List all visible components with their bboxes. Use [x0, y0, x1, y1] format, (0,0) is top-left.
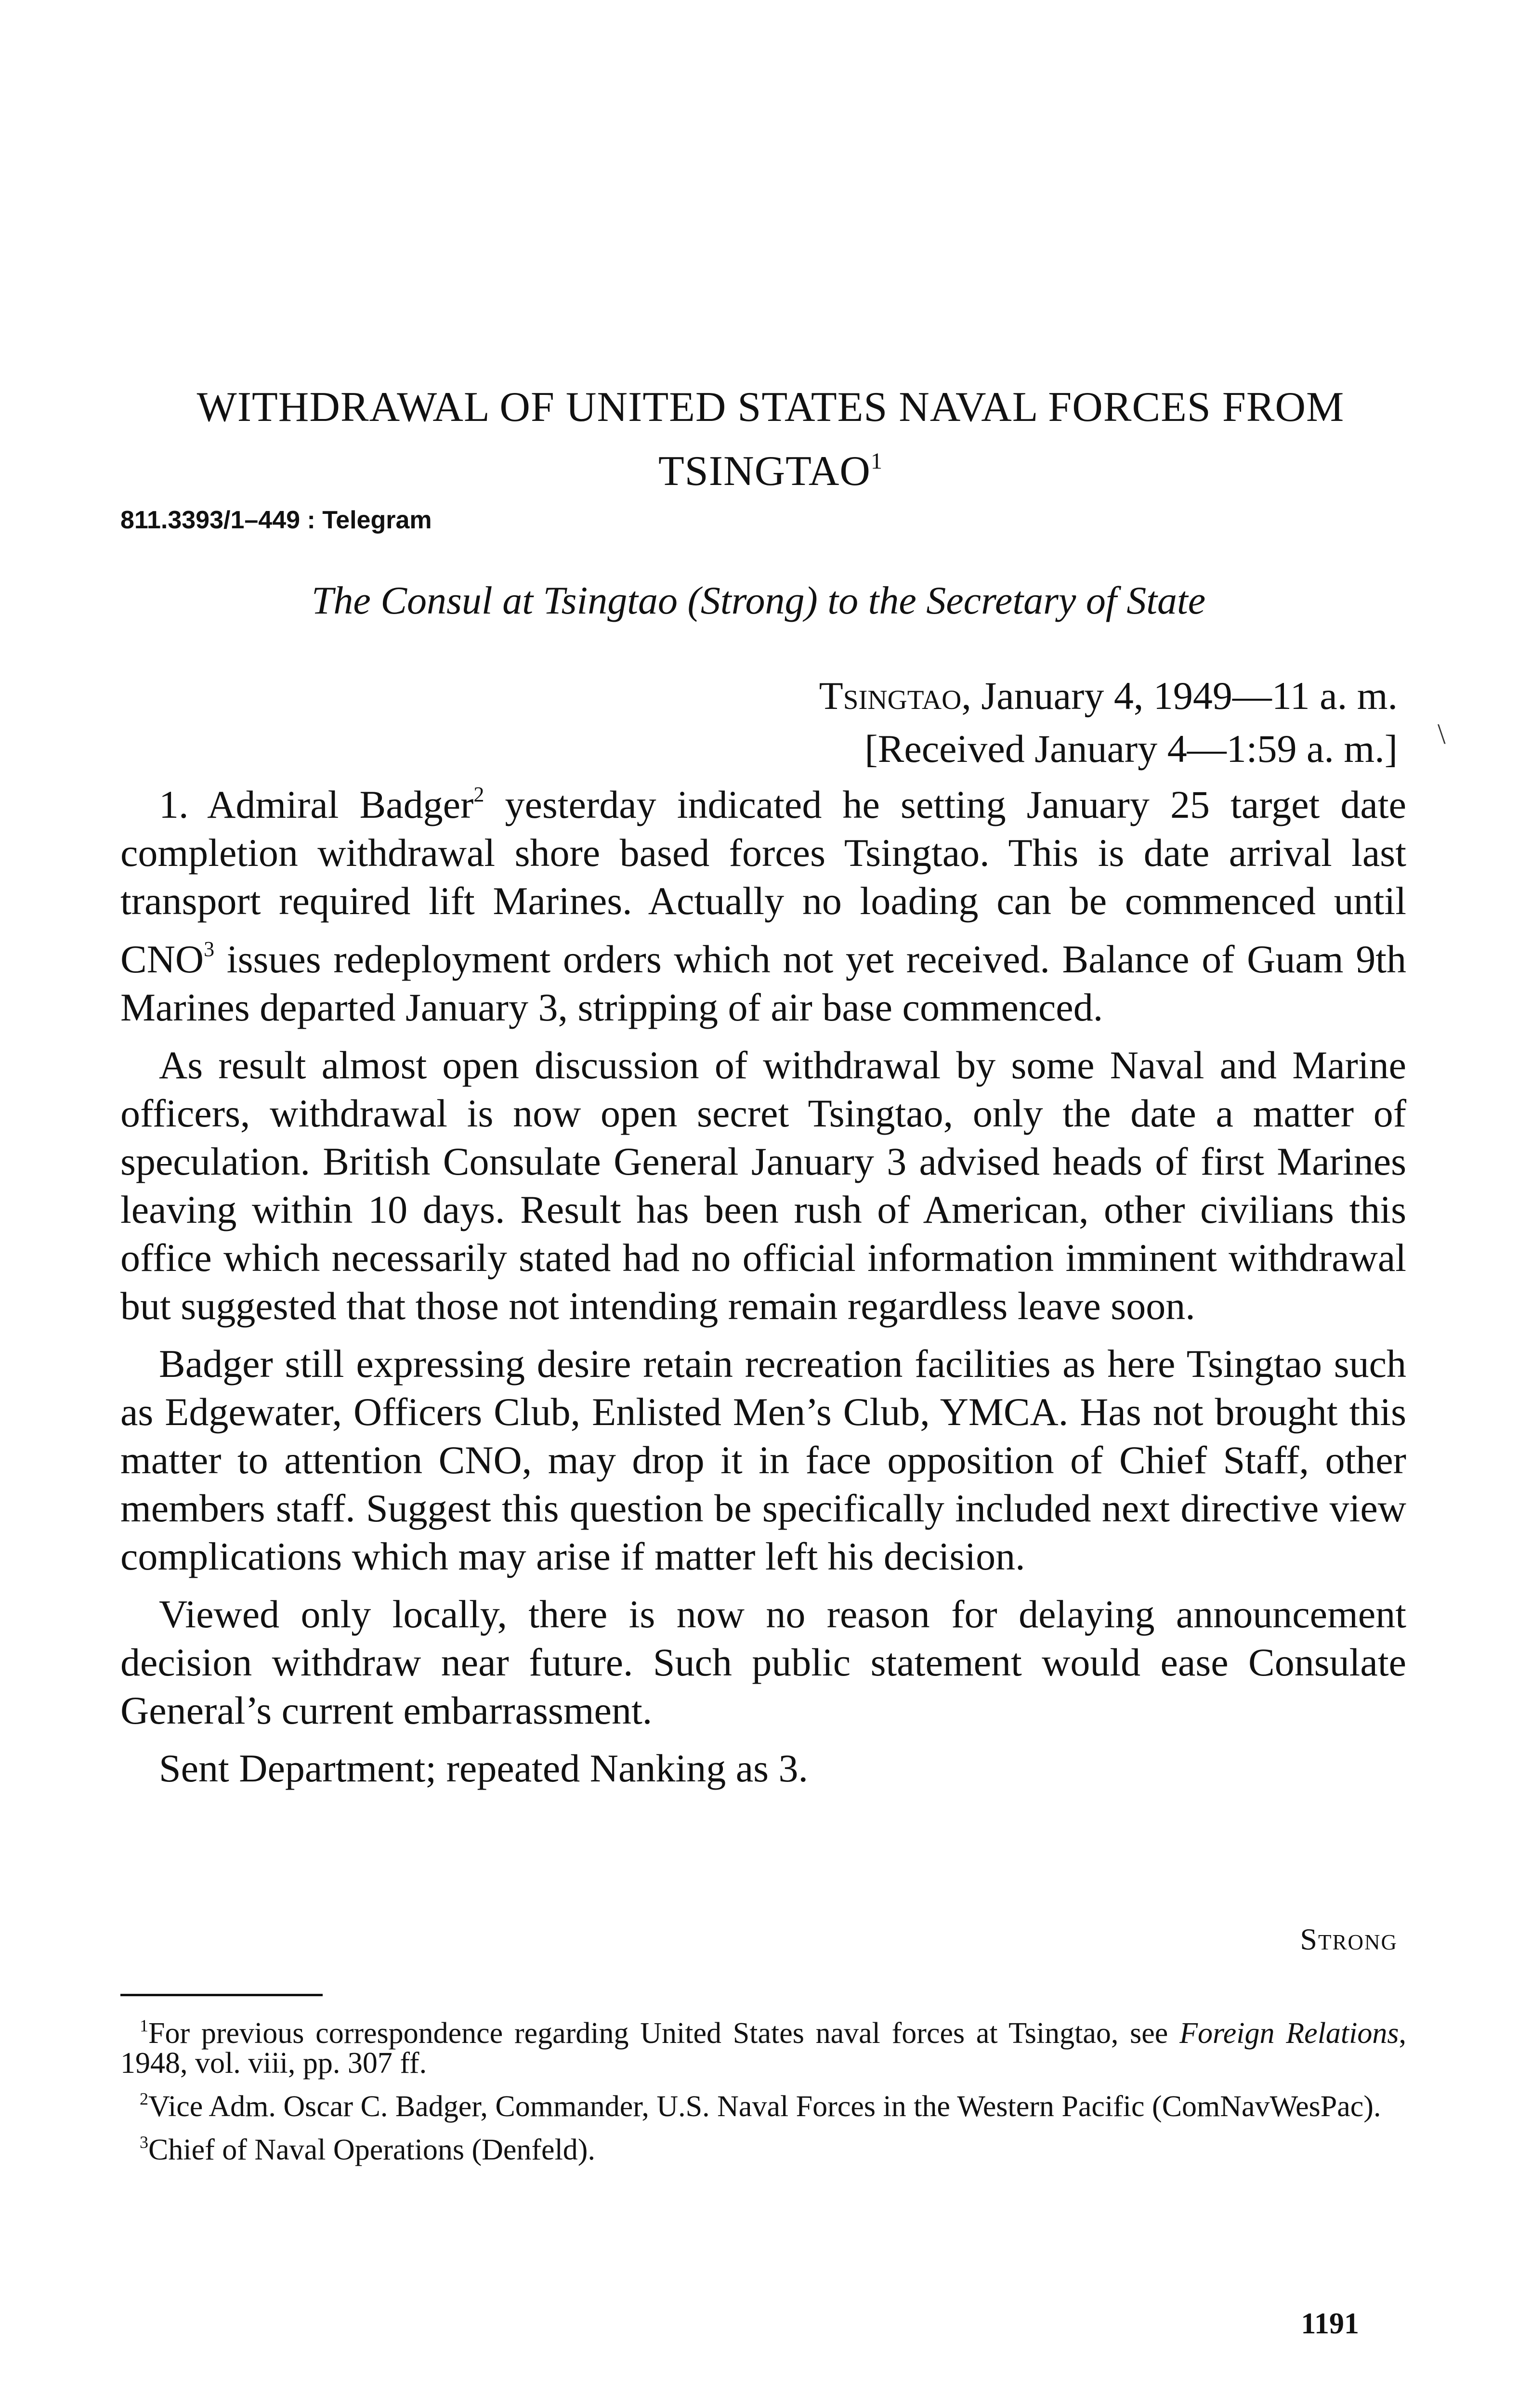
page-number: 1191	[1301, 2307, 1359, 2340]
margin-mark: \	[1438, 718, 1446, 750]
paragraph-5: Sent Department; repeated Nanking as 3.	[159, 1746, 808, 1790]
footnotes	[120, 2011, 1406, 2171]
footnote-1-num: 1	[140, 2016, 148, 2035]
dateline-received: [Received January 4—1:59 a. m.]	[864, 727, 1398, 771]
title-line-2	[120, 434, 1421, 498]
footnote-1-italic: Foreign Relations	[1179, 2017, 1399, 2050]
paragraph-4: Viewed only locally, there is now no reason for delaying announcement decision withdraw near future. Such public statement would ease Consulate General’s current embarrassment.	[120, 1592, 1406, 1732]
paragraph-2: As result almost open discussion of withdrawal by some Naval and Marine officers, withdrawal is now open secret Tsingtao, only the date a matter of speculation. British Consulate General January 3 advised heads of first Marines leaving within 10 days. Result has been rush of American, other civilians this office which necessarily stated had no official information imminent withdrawal but suggested that those not intending remain regardless leave soon.	[120, 1043, 1406, 1328]
document-heading: The Consul at Tsingtao (Strong) to the Secretary of State	[311, 578, 1206, 622]
footnote-3-num: 3	[140, 2133, 148, 2152]
footnote-1-text-a: For previous correspondence regarding United States naval forces at Tsingtao, see	[148, 2017, 1180, 2050]
dateline	[819, 669, 1398, 775]
dateline-sent	[819, 669, 1398, 722]
telegram-body	[120, 771, 1406, 1802]
dateline-place: Tsingtao	[819, 674, 962, 718]
title-footnote-ref: 1	[870, 448, 883, 474]
footnote-divider	[120, 1994, 323, 1996]
footnote-2-num: 2	[140, 2089, 148, 2108]
footnote-3	[120, 2127, 1406, 2165]
title-line-2-text: TSINGTAO	[658, 448, 871, 495]
footnote-ref-3: 3	[204, 937, 215, 961]
footnote-1	[120, 2011, 1406, 2078]
footnote-ref-2: 2	[473, 783, 484, 806]
document-title	[120, 380, 1421, 498]
title-line-1: WITHDRAWAL OF UNITED STATES NAVAL FORCES FROM	[196, 384, 1345, 431]
footnote-2-text: Vice Adm. Oscar C. Badger, Commander, U.S. Naval Forces in the Western Pacific (ComNavWesPac).	[148, 2090, 1381, 2123]
paragraph-1-part-b: yesterday indicated he setting January 25 target date completion withdrawal shore based forces Tsingtao. This is date arrival last transport required lift Marines. Actually no loading can be commenced until CNO	[120, 783, 1406, 981]
paragraph-1-part-c: issues redeployment orders which not yet received. Balance of Guam 9th Marines departed January 3, stripping of air base commenced.	[120, 937, 1406, 1029]
footnote-1-text-b: , 1948, vol. viii, pp. 307 ff.	[120, 2017, 1406, 2080]
paragraph-1	[120, 771, 1406, 1032]
dateline-date: , January 4, 1949—11 a. m.	[961, 674, 1398, 718]
signature: Strong	[1300, 1922, 1398, 1956]
paragraph-3: Badger still expressing desire retain recreation facilities as here Tsingtao such as Edgewater, Officers Club, Enlisted Men’s Club, YMCA. Has not brought this matter to attention CNO, may drop it in face opposition of Chief Staff, other members staff. Suggest this question be specifically included next directive view complications which may arise if matter left his decision.	[120, 1342, 1406, 1578]
file-reference: 811.3393/1–449 : Telegram	[120, 506, 432, 534]
paragraph-1-part-a: 1. Admiral Badger	[159, 783, 474, 826]
footnote-2	[120, 2084, 1406, 2121]
footnote-3-text: Chief of Naval Operations (Denfeld).	[148, 2133, 595, 2166]
